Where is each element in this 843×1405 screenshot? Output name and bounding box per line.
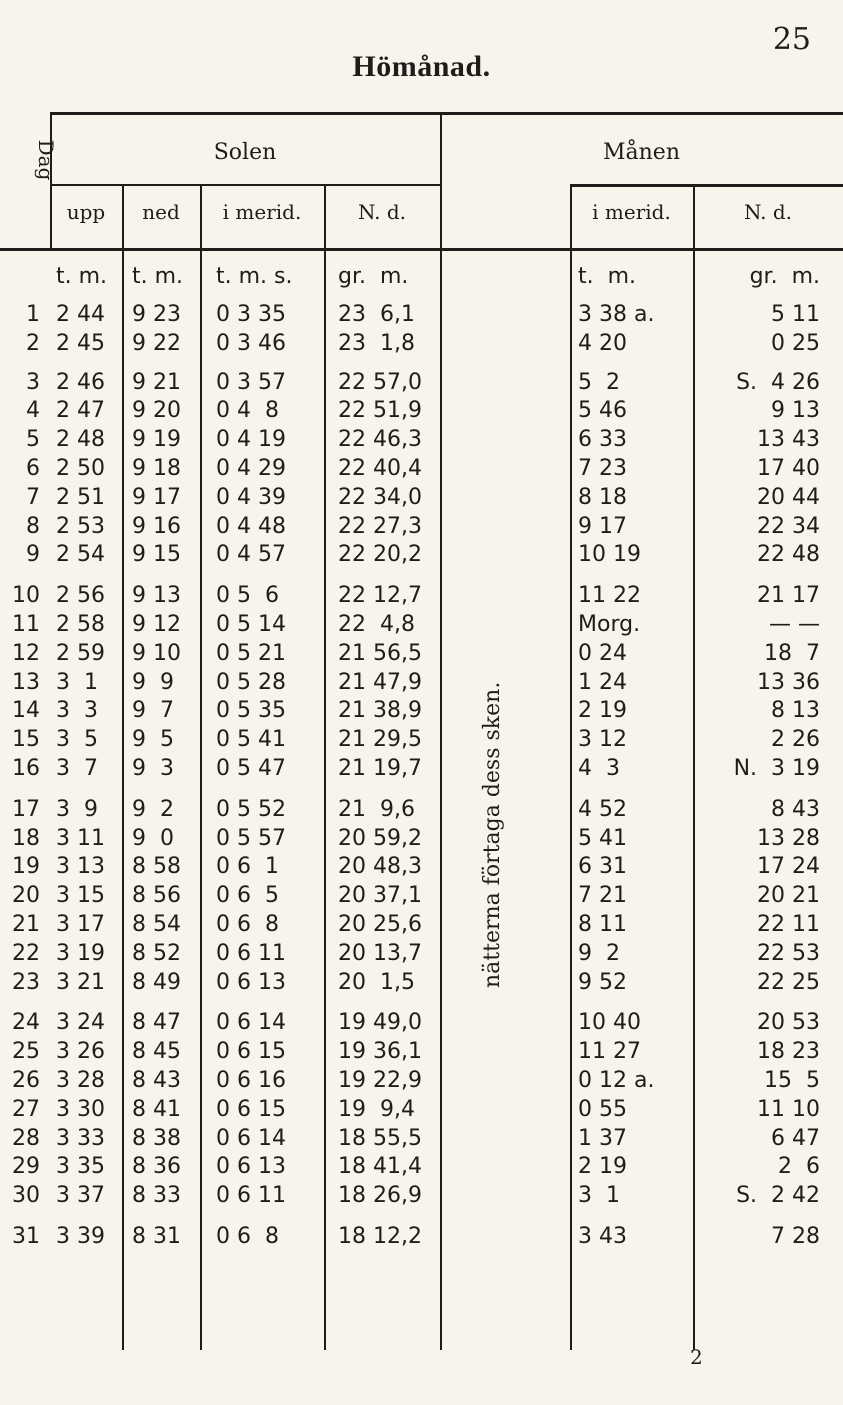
sun-declination-cell: 22 40,4 — [338, 456, 422, 481]
moon-meridian-cell: 9 17 — [578, 513, 627, 539]
day-number-cell: 3 — [26, 369, 40, 395]
sun-set-cell: 9 20 — [132, 398, 181, 424]
upp-column-rule — [122, 186, 124, 1350]
day-number-cell: 8 — [26, 513, 40, 539]
sun-meridian-cell: 0 6 13 — [216, 969, 286, 995]
moon-meridian-cell: 4 20 — [578, 330, 627, 356]
sun-rise-cell: 2 46 — [56, 369, 105, 395]
sun-set-cell: 8 49 — [132, 969, 181, 995]
sun-set-cell: 9 10 — [132, 640, 181, 666]
moon-subheader-rule — [570, 184, 843, 187]
moon-declination-cell: 20 53 — [757, 1010, 820, 1036]
sun-declination-cell: 21 47,9 — [338, 669, 422, 695]
units-upp: t. m. — [56, 264, 108, 289]
sun-declination-cell: 20 1,5 — [338, 969, 415, 995]
sun-set-cell: 9 16 — [132, 513, 181, 539]
moon-meridian-cell: 11 27 — [578, 1039, 641, 1065]
units-moon-nd: gr. m. — [749, 264, 820, 289]
sun-declination-cell: 22 34,0 — [338, 484, 422, 510]
sun-upp-header: upp — [66, 200, 106, 224]
day-number-cell: 18 — [12, 825, 40, 851]
sun-rise-cell: 3 21 — [56, 969, 105, 995]
sun-meridian-cell: 0 5 14 — [216, 612, 286, 637]
sun-meridian-cell: 0 4 48 — [216, 513, 286, 539]
moon-declination-cell: 7 28 — [771, 1224, 820, 1249]
day-column-header: Dag — [34, 139, 58, 181]
sun-declination-cell: 20 25,6 — [338, 912, 422, 937]
moon-meridian-cell: 6 31 — [578, 854, 627, 880]
sun-declination-cell: 22 46,3 — [338, 427, 422, 453]
sun-meridian-cell: 0 6 5 — [216, 883, 279, 909]
moon-declination-cell: 6 47 — [771, 1125, 820, 1151]
units-ned: t. m. — [132, 264, 184, 289]
sun-rise-cell: 3 1 — [56, 669, 98, 695]
sun-meridian-cell: 0 5 41 — [216, 727, 286, 753]
sun-set-cell: 9 2 — [132, 796, 174, 822]
sun-meridian-cell: 0 6 13 — [216, 1154, 286, 1180]
sun-declination-cell: 22 51,9 — [338, 398, 422, 424]
moon-declination-cell: 21 17 — [757, 583, 820, 609]
sun-declination-cell: 21 56,5 — [338, 640, 422, 666]
day-number-cell: 6 — [26, 456, 40, 481]
moon-merid-header: i merid. — [592, 200, 671, 224]
moon-meridian-cell: 9 52 — [578, 969, 627, 995]
sun-nd-header: N. d. — [357, 200, 407, 224]
sun-declination-cell: 21 9,6 — [338, 796, 415, 822]
sun-declination-cell: 21 19,7 — [338, 756, 422, 781]
moon-meridian-cell: 7 23 — [578, 456, 627, 481]
sun-rise-cell: 3 15 — [56, 883, 105, 909]
moon-declination-cell: 18 23 — [757, 1039, 820, 1065]
sun-set-cell: 9 9 — [132, 669, 174, 695]
day-number-cell: 27 — [12, 1096, 40, 1122]
moon-declination-cell: — — — [769, 612, 820, 637]
sun-declination-cell: 19 36,1 — [338, 1039, 422, 1065]
sun-meridian-cell: 0 6 14 — [216, 1125, 286, 1151]
moon-declination-cell: 17 40 — [757, 456, 820, 481]
moon-nd-rule — [693, 186, 695, 1350]
moon-meridian-cell: 1 24 — [578, 669, 627, 695]
moon-meridian-cell: 2 19 — [578, 698, 627, 724]
moon-declination-cell: 20 21 — [757, 883, 820, 909]
sun-declination-cell: 20 37,1 — [338, 883, 422, 909]
sun-meridian-cell: 0 5 6 — [216, 583, 279, 609]
sun-declination-cell: 18 41,4 — [338, 1154, 422, 1180]
moon-meridian-cell: 7 21 — [578, 883, 627, 909]
sun-rise-cell: 2 56 — [56, 583, 105, 609]
moon-meridian-cell: 0 55 — [578, 1096, 627, 1122]
moon-declination-cell: 17 24 — [757, 854, 820, 880]
moon-declination-cell: S. 4 26 — [736, 369, 820, 395]
sun-meridian-cell: 0 6 8 — [216, 912, 279, 937]
sun-header: Solen — [213, 140, 277, 165]
sun-meridian-cell: 0 6 1 — [216, 854, 279, 880]
moon-declination-cell: 13 28 — [757, 825, 820, 851]
merid-column-rule — [324, 186, 326, 1350]
sun-meridian-cell: 0 6 8 — [216, 1224, 279, 1249]
sun-set-cell: 8 47 — [132, 1010, 181, 1036]
sun-declination-cell: 21 38,9 — [338, 698, 422, 724]
sun-set-cell: 8 36 — [132, 1154, 181, 1180]
sun-set-cell: 9 17 — [132, 484, 181, 510]
sun-set-cell: 8 54 — [132, 912, 181, 937]
moon-left-rule — [570, 186, 572, 1350]
sun-ned-header: ned — [142, 200, 180, 224]
moon-declination-cell: 13 36 — [757, 669, 820, 695]
sun-declination-cell: 19 49,0 — [338, 1010, 422, 1036]
sun-set-cell: 8 33 — [132, 1183, 181, 1209]
units-nd: gr. m. — [338, 264, 409, 289]
moon-meridian-cell: Morg. — [578, 612, 641, 637]
sun-rise-cell: 3 19 — [56, 940, 105, 966]
ned-column-rule — [200, 186, 202, 1350]
sun-set-cell: 8 52 — [132, 940, 181, 966]
sun-meridian-cell: 0 4 29 — [216, 456, 286, 481]
sun-merid-header: i merid. — [222, 200, 302, 224]
sun-rise-cell: 3 30 — [56, 1096, 105, 1122]
sun-rise-cell: 2 51 — [56, 484, 105, 510]
day-number-cell: 2 — [26, 330, 40, 356]
units-moon-merid: t. m. — [578, 264, 637, 289]
moon-declination-cell: 0 25 — [771, 330, 820, 356]
moon-meridian-cell: 3 1 — [578, 1183, 620, 1209]
sun-rise-cell: 3 37 — [56, 1183, 105, 1209]
sun-set-cell: 9 21 — [132, 369, 181, 395]
sun-declination-cell: 19 9,4 — [338, 1096, 415, 1122]
day-number-cell: 19 — [12, 854, 40, 880]
moon-declination-cell: 22 11 — [757, 912, 820, 937]
day-number-cell: 7 — [26, 484, 40, 510]
sun-set-cell: 8 38 — [132, 1125, 181, 1151]
moon-declination-cell: 15 5 — [764, 1068, 820, 1093]
day-number-cell: 10 — [12, 583, 40, 609]
moon-nd-header: N. d. — [743, 200, 793, 224]
moon-meridian-cell: 3 38 a. — [578, 302, 655, 327]
header-bottom-rule — [0, 248, 843, 251]
day-number-cell: 26 — [12, 1068, 40, 1093]
sun-set-cell: 9 0 — [132, 825, 174, 851]
sun-declination-cell: 22 57,0 — [338, 369, 422, 395]
day-number-cell: 1 — [26, 302, 40, 327]
moon-declination-cell: 13 43 — [757, 427, 820, 453]
moon-declination-cell: 2 6 — [778, 1154, 820, 1180]
sun-set-cell: 8 45 — [132, 1039, 181, 1065]
day-number-cell: 13 — [12, 669, 40, 695]
moon-declination-cell: 2 26 — [771, 727, 820, 753]
sun-rise-cell: 3 9 — [56, 796, 98, 822]
sun-rise-cell: 3 13 — [56, 854, 105, 880]
page-title: Hömånad. — [352, 50, 491, 83]
sun-declination-cell: 20 13,7 — [338, 940, 422, 966]
sun-meridian-cell: 0 6 15 — [216, 1039, 286, 1065]
sun-moon-rule — [440, 112, 442, 1350]
sun-meridian-cell: 0 4 19 — [216, 427, 286, 453]
sun-set-cell: 9 13 — [132, 583, 181, 609]
sun-meridian-cell: 0 6 11 — [216, 940, 286, 966]
day-number-cell: 5 — [26, 427, 40, 453]
moon-meridian-cell: 11 22 — [578, 583, 641, 609]
sun-meridian-cell: 0 4 57 — [216, 542, 286, 568]
day-number-cell: 17 — [12, 796, 40, 822]
sun-meridian-cell: 0 6 16 — [216, 1068, 286, 1093]
moon-declination-cell: 22 53 — [757, 940, 820, 966]
sun-meridian-cell: 0 3 57 — [216, 369, 286, 395]
sun-meridian-cell: 0 6 15 — [216, 1096, 286, 1122]
sun-rise-cell: 2 53 — [56, 513, 105, 539]
sun-meridian-cell: 0 5 57 — [216, 825, 286, 851]
day-number-cell: 4 — [26, 398, 40, 424]
sun-rise-cell: 2 50 — [56, 456, 105, 481]
sun-rise-cell: 3 28 — [56, 1068, 105, 1093]
sun-rise-cell: 2 54 — [56, 542, 105, 568]
moon-header: Månen — [603, 140, 680, 165]
day-number-cell: 20 — [12, 883, 40, 909]
sun-set-cell: 9 22 — [132, 330, 181, 356]
sun-set-cell: 9 3 — [132, 756, 174, 781]
sun-set-cell: 8 41 — [132, 1096, 181, 1122]
moon-meridian-cell: 5 41 — [578, 825, 627, 851]
sun-rise-cell: 2 47 — [56, 398, 105, 424]
sun-rise-cell: 2 44 — [56, 302, 105, 327]
sun-set-cell: 9 23 — [132, 302, 181, 327]
day-number-cell: 16 — [12, 756, 40, 781]
sun-rise-cell: 2 45 — [56, 330, 105, 356]
sun-declination-cell: 22 12,7 — [338, 583, 422, 609]
moon-meridian-cell: 3 12 — [578, 727, 627, 753]
sun-meridian-cell: 0 5 52 — [216, 796, 286, 822]
sun-declination-cell: 22 4,8 — [338, 612, 415, 637]
moon-declination-cell: N. 3 19 — [733, 756, 820, 781]
moon-declination-cell: 22 34 — [757, 513, 820, 539]
sun-rise-cell: 2 59 — [56, 640, 105, 666]
units-merid: t. m. s. — [216, 264, 293, 289]
sun-declination-cell: 22 27,3 — [338, 513, 422, 539]
moon-meridian-cell: 2 19 — [578, 1154, 627, 1180]
sun-meridian-cell: 0 4 8 — [216, 398, 279, 424]
day-number-cell: 31 — [12, 1224, 40, 1249]
moon-meridian-cell: 10 40 — [578, 1010, 641, 1036]
moon-meridian-cell: 10 19 — [578, 542, 641, 568]
sun-declination-cell: 18 12,2 — [338, 1224, 422, 1249]
moon-meridian-cell: 4 3 — [578, 756, 620, 781]
day-number-cell: 30 — [12, 1183, 40, 1209]
sun-set-cell: 8 43 — [132, 1068, 181, 1093]
sun-meridian-cell: 0 5 21 — [216, 640, 286, 666]
sun-rise-cell: 2 58 — [56, 612, 105, 637]
day-number-cell: 25 — [12, 1039, 40, 1065]
moon-meridian-cell: 3 43 — [578, 1224, 627, 1249]
sun-set-cell: 8 56 — [132, 883, 181, 909]
sun-meridian-cell: 0 4 39 — [216, 484, 286, 510]
moon-declination-cell: 9 13 — [771, 398, 820, 424]
day-number-cell: 11 — [12, 612, 40, 637]
sun-declination-cell: 22 20,2 — [338, 542, 422, 568]
sun-rise-cell: 3 26 — [56, 1039, 105, 1065]
top-rule — [50, 112, 843, 115]
moon-note: nätterna förtaga dess sken. — [480, 681, 505, 988]
sun-rise-cell: 3 3 — [56, 698, 98, 724]
sun-rise-cell: 3 35 — [56, 1154, 105, 1180]
moon-declination-cell: 18 7 — [764, 640, 820, 666]
sun-declination-cell: 23 1,8 — [338, 330, 415, 356]
sun-meridian-cell: 0 6 14 — [216, 1010, 286, 1036]
day-number-cell: 22 — [12, 940, 40, 966]
moon-declination-cell: 22 48 — [757, 542, 820, 568]
moon-declination-cell: 22 25 — [757, 969, 820, 995]
sun-meridian-cell: 0 5 35 — [216, 698, 286, 724]
moon-meridian-cell: 5 46 — [578, 398, 627, 424]
moon-meridian-cell: 0 12 a. — [578, 1068, 655, 1093]
sun-set-cell: 9 7 — [132, 698, 174, 724]
sun-subheader-rule — [50, 184, 440, 186]
footer-mark: 2 — [690, 1345, 703, 1369]
day-number-cell: 23 — [12, 969, 40, 995]
moon-meridian-cell: 5 2 — [578, 369, 620, 395]
sun-meridian-cell: 0 3 46 — [216, 330, 286, 356]
sun-declination-cell: 18 55,5 — [338, 1125, 422, 1151]
day-number-cell: 14 — [12, 698, 40, 724]
sun-declination-cell: 18 26,9 — [338, 1183, 422, 1209]
sun-rise-cell: 3 39 — [56, 1224, 105, 1249]
moon-meridian-cell: 9 2 — [578, 940, 620, 966]
sun-set-cell: 9 5 — [132, 727, 174, 753]
sun-rise-cell: 3 33 — [56, 1125, 105, 1151]
moon-declination-cell: S. 2 42 — [736, 1183, 820, 1209]
sun-rise-cell: 3 7 — [56, 756, 98, 781]
sun-rise-cell: 3 11 — [56, 825, 105, 851]
sun-meridian-cell: 0 6 11 — [216, 1183, 286, 1209]
sun-declination-cell: 19 22,9 — [338, 1068, 422, 1093]
sun-rise-cell: 3 24 — [56, 1010, 105, 1036]
sun-set-cell: 8 31 — [132, 1224, 181, 1249]
sun-rise-cell: 3 17 — [56, 912, 105, 937]
moon-meridian-cell: 0 24 — [578, 640, 627, 666]
sun-declination-cell: 20 59,2 — [338, 825, 422, 851]
day-number-cell: 12 — [12, 640, 40, 666]
sun-rise-cell: 2 48 — [56, 427, 105, 453]
moon-declination-cell: 11 10 — [757, 1096, 820, 1122]
sun-set-cell: 9 18 — [132, 456, 181, 481]
sun-rise-cell: 3 5 — [56, 727, 98, 753]
moon-declination-cell: 8 43 — [771, 796, 820, 822]
moon-declination-cell: 20 44 — [757, 484, 820, 510]
moon-meridian-cell: 1 37 — [578, 1125, 627, 1151]
sun-declination-cell: 21 29,5 — [338, 727, 422, 753]
moon-meridian-cell: 8 11 — [578, 912, 627, 937]
sun-set-cell: 8 58 — [132, 854, 181, 880]
day-number-cell: 15 — [12, 727, 40, 753]
moon-declination-cell: 8 13 — [771, 698, 820, 724]
day-number-cell: 29 — [12, 1154, 40, 1180]
sun-meridian-cell: 0 5 47 — [216, 756, 286, 781]
page-number: 25 — [772, 22, 811, 57]
sun-meridian-cell: 0 5 28 — [216, 669, 286, 695]
moon-declination-cell: 5 11 — [771, 302, 820, 327]
day-number-cell: 21 — [12, 912, 40, 937]
day-number-cell: 9 — [26, 542, 40, 568]
day-number-cell: 24 — [12, 1010, 40, 1036]
moon-meridian-cell: 4 52 — [578, 796, 627, 822]
moon-meridian-cell: 6 33 — [578, 427, 627, 453]
moon-meridian-cell: 8 18 — [578, 484, 627, 510]
sun-meridian-cell: 0 3 35 — [216, 302, 286, 327]
sun-set-cell: 9 12 — [132, 612, 181, 637]
sun-declination-cell: 23 6,1 — [338, 302, 415, 327]
sun-set-cell: 9 19 — [132, 427, 181, 453]
day-number-cell: 28 — [12, 1125, 40, 1151]
sun-set-cell: 9 15 — [132, 542, 181, 568]
sun-declination-cell: 20 48,3 — [338, 854, 422, 880]
